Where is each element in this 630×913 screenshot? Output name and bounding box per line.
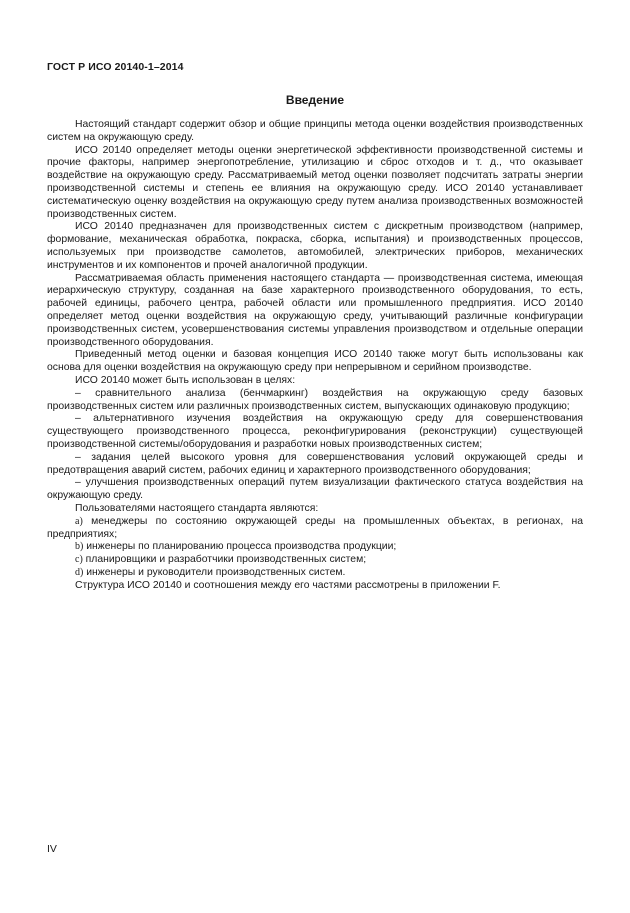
- document-body: [47, 119, 583, 592]
- list-letter: b): [75, 541, 84, 553]
- list-text: инженеры и руководители производственных систем.: [86, 566, 346, 578]
- letter-list-item: [47, 516, 583, 542]
- dash-list-item: – альтернативного изучения воздействия на окружающую среду для совершенствования существующего производственного процесса, реконфигурирования (реконструкции) существующей производственной системы/оборудования и разработки новых производственных систем;: [47, 413, 583, 450]
- list-letter: d): [75, 566, 84, 578]
- list-text: планировщики и разработчики производственных систем;: [85, 554, 367, 566]
- paragraph: Приведенный метод оценки и базовая концепция ИСО 20140 также могут быть использованы как основа для оценки воздействия на окружающую среду при непрерывном и серийном производстве.: [47, 349, 583, 374]
- dash-list-item: – сравнительного анализа (бенчмаркинг) воздействия на окружающую среду базовых производственных систем или различных производственных систем, выпускающих одинаковую продукцию;: [47, 387, 583, 412]
- document-code: ГОСТ Р ИСО 20140-1–2014: [47, 61, 184, 73]
- closing-paragraph: Структура ИСО 20140 и соотношения между его частями рассмотрены в приложении F.: [75, 579, 501, 591]
- users-intro: Пользователями настоящего стандарта являются:: [75, 502, 319, 514]
- paragraph: ИСО 20140 определяет методы оценки энергетической эффективности производственной системы и прочие факторы, например энергопотребление, утилизацию и сброс отходов и т. д., что оказывает воздействие на окружающую среду. Рассматриваемый метод оценки позволяет подсчитать затраты энергии производственной системы и степень ее влияния на окружающую среду. ИСО 20140 устанавливает систематическую оценку воздействия на окружающую среду путем анализа производственных возможностей производственных систем.: [47, 144, 583, 220]
- page-number: IV: [47, 843, 57, 855]
- section-title: Введение: [285, 93, 345, 107]
- letter-list-item: [47, 554, 583, 567]
- paragraph: Настоящий стандарт содержит обзор и общие принципы метода оценки воздействия производственных систем на окружающую среду.: [47, 119, 583, 143]
- dash-list-item: – задания целей высокого уровня для совершенствования условий окружающей среды и предотвращения аварий систем, рабочих единиц и характерного производственного оборудования;: [47, 451, 583, 476]
- list-text: инженеры по планированию процесса производства продукции;: [86, 541, 397, 553]
- paragraph: Рассматриваемая область применения настоящего стандарта — производственная система, имеющая иерархическую структуру, созданная на базе характерного производственного оборудования, то есть, рабочей единицы, рабочего центра, рабочей области или промышленного предприятия. ИСО 20140 определяет метод оценки воздействия на окружающую среду, учитывающий различные конфигурации производственных систем, усовершенствования системы управления производством и отдельные операции производственного оборудования.: [47, 272, 583, 348]
- paragraph: ИСО 20140 может быть использован в целях:: [75, 374, 296, 386]
- list-letter: a): [75, 515, 83, 527]
- letter-list-item: [47, 541, 583, 554]
- dash-list-item: – улучшения производственных операций путем визуализации фактического статуса воздействия на окружающую среду.: [47, 477, 583, 502]
- paragraph: ИСО 20140 предназначен для производственных систем с дискретным производством (например, формование, механическая обработка, покраска, сборка, испытания) и производственных процессов, используемых при производстве самолетов, автомобилей, электрических приборов, механических инструментов и их компонентов и прочей аналогичной продукции.: [47, 221, 583, 271]
- letter-list-item: [47, 567, 583, 580]
- list-text: менеджеры по состоянию окружающей среды на промышленных объектах, в регионах, на предприятиях;: [47, 515, 584, 540]
- list-letter: c): [75, 554, 83, 566]
